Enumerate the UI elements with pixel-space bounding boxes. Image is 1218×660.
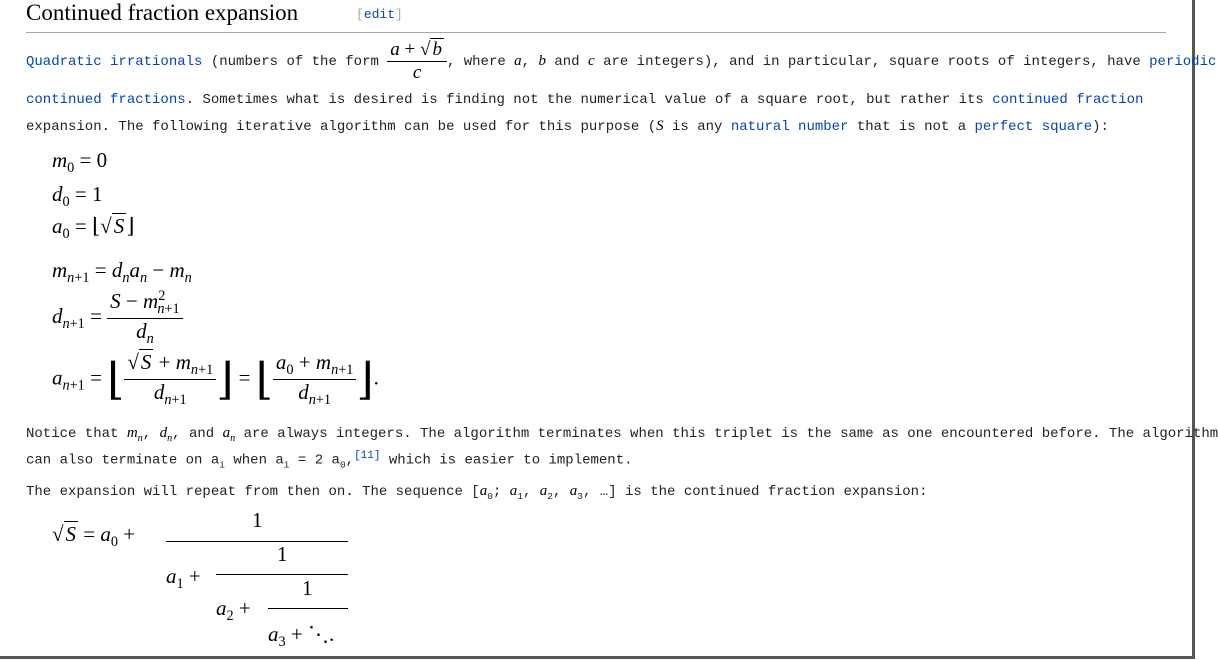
- formula-m-next: $m_{n+1} = d_na_n - m_n$: [52, 258, 192, 287]
- formula-d0: $d_0 = 1$: [52, 182, 103, 211]
- para1-line1: Quadratic irrationals (numbers of the form $\frac{a + √ b}{c}$ , where a, b and c are integers), and in particular, square roots of integers, have periodic: [26, 38, 1217, 83]
- para2-line1: Notice that $m_n$, $d_n$, and $a_n$ are always integers. The algorithm terminates when this triplet is the same as one encountered before. The algorithm: [26, 425, 1218, 444]
- edit-section: [edit]: [356, 7, 403, 22]
- para2-line2: can also terminate on $a_i$ when $a_i = 2$ $a_0,[11]$ which is easier to implement.: [26, 450, 633, 471]
- formula-a0: $a_0$ = ⌊√S⌋: [52, 214, 135, 243]
- link-quadratic-irrationals[interactable]: Quadratic irrationals: [26, 54, 203, 70]
- para1-line3: expansion. The following iterative algorithm can be used for this purpose (S is any natural number that is not a perfect square):: [26, 118, 1109, 135]
- section-heading: [26, 0, 1166, 33]
- link-periodic[interactable]: periodic: [1149, 54, 1217, 70]
- link-natural-number[interactable]: natural number: [730, 119, 849, 135]
- edit-link[interactable]: edit: [363, 7, 396, 22]
- formula-m0: $m_0 = 0$: [52, 148, 108, 177]
- para3-line: The expansion will repeat from then on. The sequence [$a_0$; $a_1$, $a_2$, $a_3$, …] is the continued fraction expansion:: [26, 483, 928, 502]
- quadratic-form-formula: $\frac{a + √ b}{c}$: [387, 39, 447, 84]
- section-title: Continued fraction expansion: [26, 0, 299, 25]
- link-continued-fraction[interactable]: continued fraction: [992, 92, 1144, 108]
- formula-d-next: $d_{n+1}$ = $\frac{S - m^2_{n+1}}{d_n}$: [52, 288, 183, 348]
- link-continued-fractions[interactable]: continued fractions: [26, 92, 186, 108]
- para1-line2: continued fractions. Sometimes what is desired is finding not the numerical value of a square root, but rather its continued fraction: [26, 92, 1144, 108]
- reference-11[interactable]: [11]: [354, 450, 381, 462]
- formula-a-next: $a_{n+1}$ = ⌊ $\frac{√S + m_{n+1}}{d_{n+1}}$ ⌋ = ⌊ $\frac{a_0 + m_{n+1}}{d_{n+1}}$ ⌋.: [52, 350, 379, 409]
- link-perfect-square[interactable]: perfect square: [974, 119, 1093, 135]
